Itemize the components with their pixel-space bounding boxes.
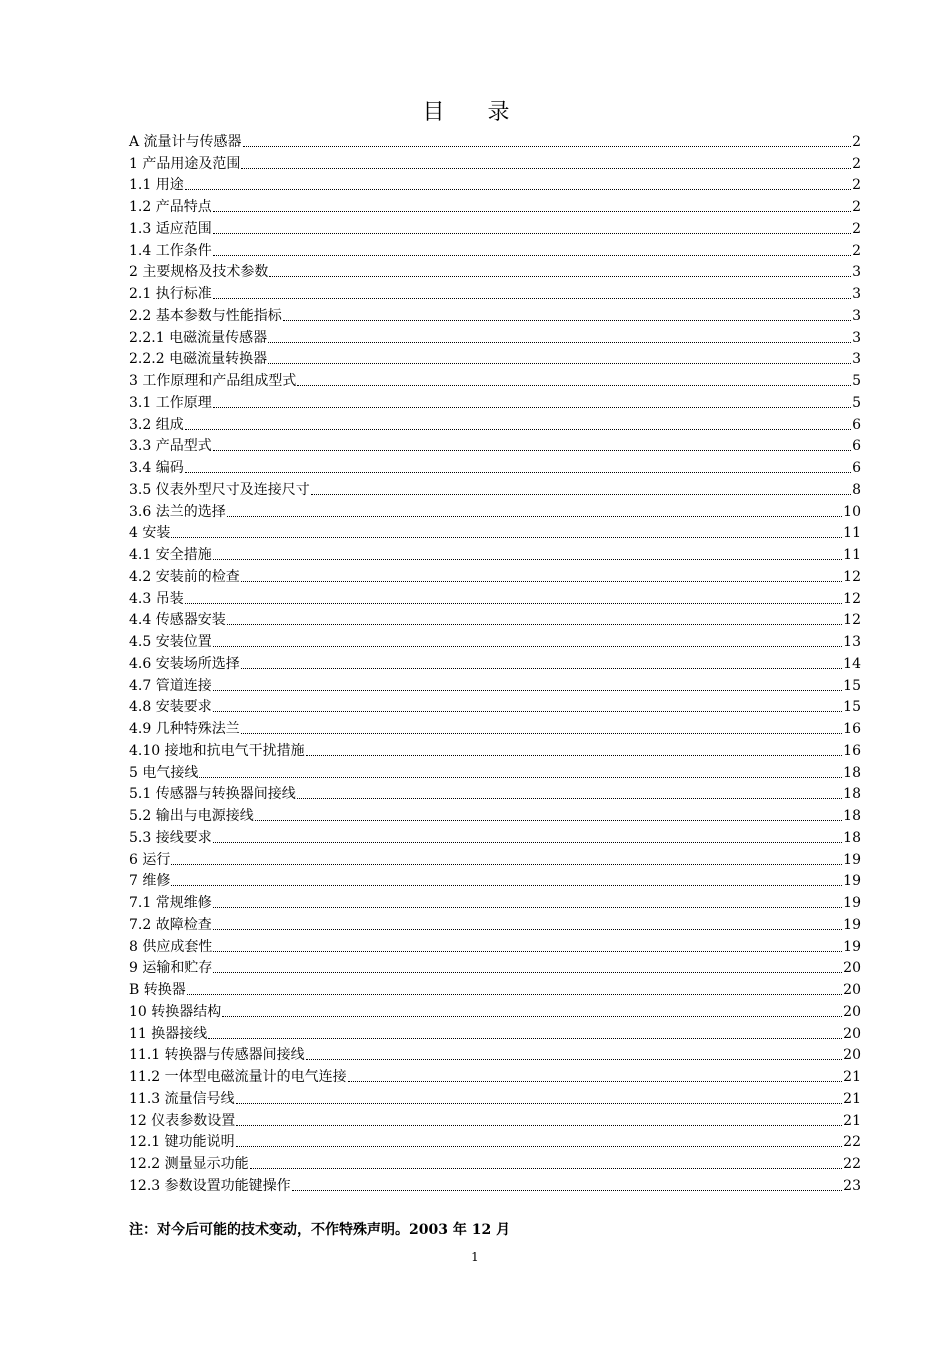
toc-entry-label: 5 电气接线 (129, 764, 199, 781)
toc-entry[interactable] (129, 1043, 861, 1065)
toc-entry-page: 2 (852, 220, 861, 237)
dot-leader (213, 689, 842, 691)
toc-entry-page: 19 (843, 938, 861, 955)
toc-entry-label: 12.1 键功能说明 (129, 1134, 235, 1151)
toc-entry-label: 12.3 参数设置功能键操作 (129, 1177, 291, 1194)
toc-entry-page: 12 (843, 568, 861, 585)
toc-entry[interactable] (129, 1021, 861, 1043)
toc-entry[interactable] (129, 129, 861, 151)
toc-entry-label: 4.6 安装场所选择 (129, 655, 240, 672)
dot-leader (213, 449, 851, 451)
toc-entry-page: 20 (843, 1003, 861, 1020)
toc-entry[interactable] (129, 977, 861, 999)
toc-entry-label: 6 运行 (129, 851, 171, 868)
toc-entry-label: 11.1 转换器与传感器间接线 (129, 1047, 305, 1064)
toc-entry[interactable] (129, 782, 861, 804)
toc-entry-label: 12 仪表参数设置 (129, 1112, 236, 1129)
dot-leader (171, 863, 842, 865)
toc-entry[interactable] (129, 412, 861, 434)
toc-entry-page: 13 (843, 634, 861, 650)
toc-entry-page: 8 (852, 481, 861, 498)
toc-entry-page: 14 (843, 655, 861, 672)
toc-entry-page: 11 (843, 525, 861, 542)
toc-entry[interactable] (129, 803, 861, 825)
toc-entry-page: 3 (852, 286, 861, 302)
toc-entry-page: 20 (843, 1025, 861, 1042)
dot-leader (236, 1102, 843, 1104)
toc-entry-label: 3.3 产品型式 (129, 438, 212, 455)
toc-entry-label: 8 供应成套性 (129, 938, 213, 955)
toc-entry[interactable] (129, 390, 861, 412)
toc-entry-label: 3.6 法兰的选择 (129, 503, 226, 520)
dot-leader (306, 1058, 843, 1060)
page-number: 1 (471, 1250, 479, 1264)
dot-leader (213, 297, 851, 299)
toc-entry[interactable] (129, 912, 861, 934)
dot-leader (213, 906, 842, 908)
toc-entry[interactable] (129, 716, 861, 738)
dot-leader (297, 797, 842, 799)
toc-entry-page: 23 (843, 1177, 861, 1194)
toc-entry-label: 11 换器接线 (129, 1025, 208, 1042)
toc-entry-label: 12.2 测量显示功能 (129, 1156, 249, 1172)
dot-leader (227, 515, 842, 517)
toc-entry[interactable] (129, 629, 861, 651)
toc-entry[interactable] (129, 738, 861, 760)
toc-entry-page: 3 (852, 264, 861, 281)
disclaimer-note: 注：对今后可能的技术变动，不作特殊声明。2003 年 12 月 (129, 1222, 511, 1238)
toc-entry-label: 2.2.2 电磁流量转换器 (129, 351, 268, 368)
toc-title: 目 录 (422, 100, 528, 125)
toc-entry[interactable] (129, 434, 861, 456)
toc-entry-label: 1.3 适应范围 (129, 220, 212, 237)
toc-entry-page: 18 (843, 808, 861, 824)
dot-leader (213, 558, 842, 560)
toc-entry-page: 12 (843, 612, 861, 629)
dot-leader (283, 319, 851, 321)
toc-entry[interactable] (129, 455, 861, 477)
dot-leader (185, 188, 851, 190)
dot-leader (297, 384, 851, 386)
toc-entry-label: 9 运输和贮存 (129, 960, 213, 977)
toc-entry-label: 4.1 安全措施 (129, 547, 212, 563)
toc-entry[interactable] (129, 151, 861, 173)
dot-leader (241, 732, 842, 734)
toc-entry-label: 2.2 基本参数与性能指标 (129, 307, 282, 324)
toc-entry[interactable] (129, 890, 861, 912)
toc-entry-label: 2.1 执行标准 (129, 286, 212, 302)
toc-entry-label: 4.3 吊装 (129, 590, 184, 607)
toc-entry-label: 4.2 安装前的检查 (129, 568, 240, 585)
toc-entry-label: 3 工作原理和产品组成型式 (129, 373, 297, 389)
toc-entry-label: 5.1 传感器与转换器间接线 (129, 786, 296, 803)
dot-leader (236, 1145, 843, 1147)
toc-entry-label: 7.2 故障检查 (129, 916, 212, 933)
toc-entry-label: 4 安装 (129, 525, 171, 542)
dot-leader (269, 275, 851, 277)
toc-entry[interactable] (129, 1108, 861, 1130)
toc-entry[interactable] (129, 608, 861, 630)
toc-entry-page: 19 (843, 916, 861, 933)
toc-entry-label: 1.1 用途 (129, 177, 184, 194)
toc-entry-label: 4.7 管道连接 (129, 677, 212, 694)
toc-entry-page: 6 (852, 460, 861, 476)
toc-entry-page: 6 (852, 416, 861, 433)
dot-leader (171, 884, 842, 886)
toc-entry[interactable] (129, 173, 861, 195)
toc-entry[interactable] (129, 869, 861, 891)
dot-leader (199, 776, 842, 778)
toc-entry-label: 4.10 接地和抗电气干扰措施 (129, 742, 305, 759)
toc-entry-label: 4.5 安装位置 (129, 634, 212, 650)
toc-entry-page: 2 (852, 199, 861, 215)
toc-entry-page: 10 (843, 503, 861, 520)
toc-entry-page: 12 (843, 590, 861, 607)
toc-entry-label: 5.3 接线要求 (129, 829, 212, 846)
toc-entry[interactable] (129, 760, 861, 782)
dot-leader (213, 645, 842, 647)
dot-leader (236, 1124, 842, 1126)
toc-entry[interactable] (129, 368, 861, 390)
toc-entry[interactable] (129, 1086, 861, 1108)
toc-entry-page: 5 (852, 394, 861, 411)
dot-leader (306, 754, 843, 756)
toc-entry-page: 2 (852, 155, 861, 172)
dot-leader (171, 536, 842, 538)
toc-entry[interactable] (129, 1064, 861, 1086)
toc-entry[interactable] (129, 956, 861, 978)
dot-leader (292, 1189, 843, 1191)
toc-entry[interactable] (129, 1173, 861, 1195)
toc-entry-page: 21 (843, 1090, 861, 1107)
dot-leader (250, 1167, 843, 1169)
dot-leader (185, 471, 851, 473)
dot-leader (268, 362, 851, 364)
toc-entry-page: 18 (843, 829, 861, 846)
toc-entry-page: 20 (843, 960, 861, 977)
dot-leader (213, 232, 851, 234)
toc-entry-label: 7.1 常规维修 (129, 895, 212, 911)
toc-entry-label: 1.4 工作条件 (129, 242, 212, 259)
dot-leader (213, 841, 842, 843)
table-of-contents (129, 129, 861, 1195)
toc-entry-page: 6 (852, 438, 861, 455)
toc-entry-page: 18 (843, 786, 861, 803)
toc-entry-page: 18 (843, 764, 861, 781)
toc-entry[interactable] (129, 260, 861, 282)
dot-leader (255, 819, 842, 821)
toc-entry[interactable] (129, 347, 861, 369)
toc-entry-label: 1.2 产品特点 (129, 199, 212, 215)
dot-leader (227, 623, 842, 625)
toc-entry-label: B 转换器 (129, 982, 186, 998)
toc-entry-page: 16 (843, 742, 861, 759)
toc-entry-page: 19 (843, 873, 861, 890)
toc-entry-page: 20 (843, 1047, 861, 1064)
toc-entry[interactable] (129, 1151, 861, 1173)
toc-entry-label: 3.5 仪表外型尺寸及连接尺寸 (129, 481, 310, 498)
toc-entry[interactable] (129, 238, 861, 260)
toc-entry-page: 22 (843, 1156, 861, 1172)
dot-leader (241, 167, 851, 169)
toc-entry[interactable] (129, 194, 861, 216)
toc-entry-page: 2 (852, 177, 861, 194)
toc-entry[interactable] (129, 847, 861, 869)
toc-entry-page: 3 (852, 351, 861, 368)
toc-entry[interactable] (129, 564, 861, 586)
dot-leader (348, 1080, 843, 1082)
toc-entry[interactable] (129, 216, 861, 238)
toc-entry-page: 22 (843, 1134, 861, 1151)
toc-entry-label: 11.2 一体型电磁流量计的电气连接 (129, 1069, 347, 1085)
toc-entry-page: 3 (852, 329, 861, 346)
toc-entry-label: 1 产品用途及范围 (129, 155, 241, 172)
toc-entry-label: 4.8 安装要求 (129, 699, 212, 716)
toc-entry[interactable] (129, 673, 861, 695)
dot-leader (241, 667, 842, 669)
dot-leader (311, 493, 851, 495)
dot-leader (243, 145, 852, 147)
toc-entry-label: 4.9 几种特殊法兰 (129, 721, 240, 737)
toc-entry-label: 3.4 编码 (129, 460, 184, 476)
toc-entry[interactable] (129, 303, 861, 325)
dot-leader (213, 406, 851, 408)
toc-entry-label: 11.3 流量信号线 (129, 1090, 235, 1107)
toc-entry[interactable] (129, 586, 861, 608)
dot-leader (241, 580, 842, 582)
toc-entry[interactable] (129, 934, 861, 956)
toc-entry-page: 16 (843, 721, 861, 737)
toc-entry-label: 4.4 传感器安装 (129, 612, 226, 629)
dot-leader (208, 1037, 842, 1039)
dot-leader (213, 210, 851, 212)
toc-entry-label: A 流量计与传感器 (129, 133, 242, 150)
toc-entry-page: 11 (843, 547, 861, 563)
toc-entry-page: 2 (852, 242, 861, 259)
toc-entry[interactable] (129, 825, 861, 847)
toc-entry[interactable] (129, 477, 861, 499)
toc-entry[interactable] (129, 695, 861, 717)
toc-entry-page: 21 (843, 1112, 861, 1129)
toc-entry-label: 7 维修 (129, 873, 171, 890)
toc-entry-label: 10 转换器结构 (129, 1003, 222, 1020)
toc-entry-page: 15 (843, 699, 861, 716)
dot-leader (213, 971, 842, 973)
toc-entry[interactable] (129, 499, 861, 521)
dot-leader (213, 928, 842, 930)
toc-entry-label: 3.2 组成 (129, 416, 184, 433)
toc-entry[interactable] (129, 1130, 861, 1152)
toc-entry-page: 3 (852, 307, 861, 324)
toc-entry-page: 2 (852, 133, 861, 150)
toc-entry-page: 21 (843, 1069, 861, 1085)
toc-entry[interactable] (129, 521, 861, 543)
toc-entry[interactable] (129, 542, 861, 564)
toc-entry-label: 3.1 工作原理 (129, 394, 212, 411)
toc-entry-page: 19 (843, 895, 861, 911)
dot-leader (213, 950, 842, 952)
toc-entry[interactable] (129, 999, 861, 1021)
toc-entry[interactable] (129, 651, 861, 673)
dot-leader (185, 602, 842, 604)
dot-leader (185, 428, 851, 430)
toc-entry-label: 5.2 输出与电源接线 (129, 808, 254, 824)
dot-leader (222, 1015, 842, 1017)
dot-leader (213, 254, 851, 256)
toc-entry-page: 5 (852, 373, 861, 389)
dot-leader (268, 341, 851, 343)
toc-entry-page: 20 (843, 982, 861, 998)
toc-entry[interactable] (129, 325, 861, 347)
toc-entry-page: 19 (843, 851, 861, 868)
toc-entry[interactable] (129, 281, 861, 303)
dot-leader (187, 993, 842, 995)
toc-entry-label: 2.2.1 电磁流量传感器 (129, 329, 268, 346)
toc-entry-label: 2 主要规格及技术参数 (129, 264, 269, 281)
toc-entry-page: 15 (843, 677, 861, 694)
dot-leader (213, 710, 842, 712)
